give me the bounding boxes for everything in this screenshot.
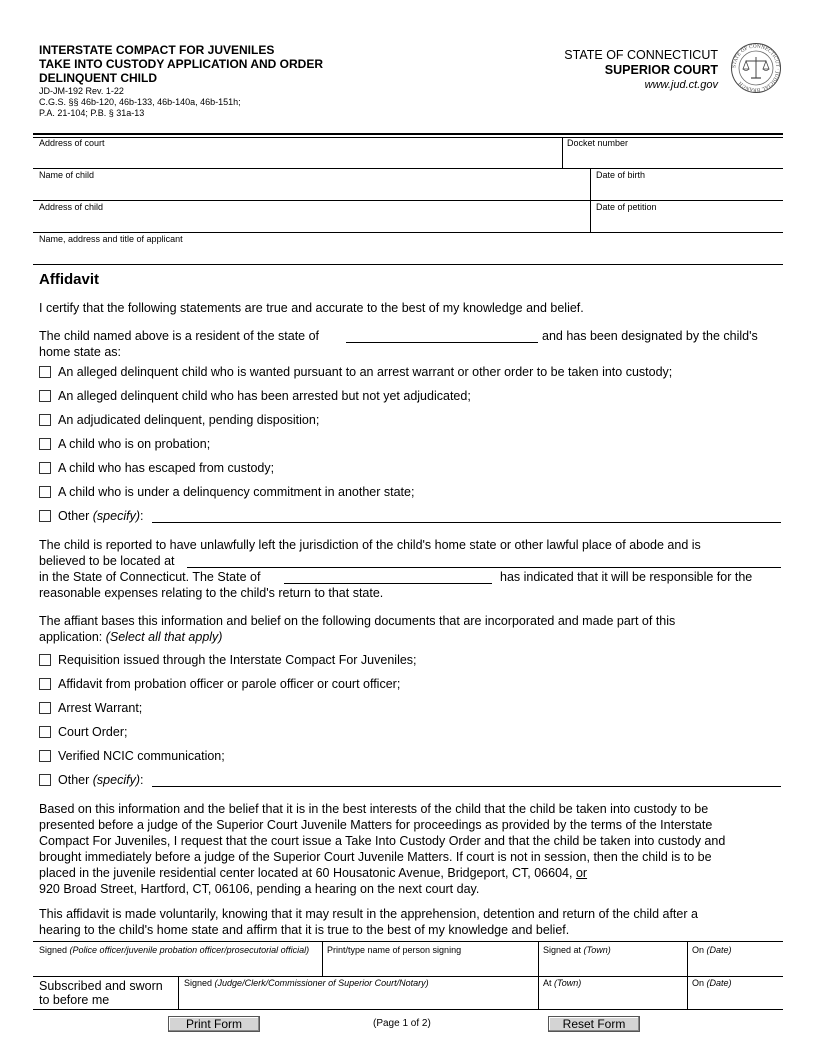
title-line-3: DELINQUENT CHILD — [39, 71, 157, 85]
designation-checkbox-1[interactable] — [39, 366, 51, 378]
designation-checkbox-4[interactable] — [39, 438, 51, 450]
statutes-line-1: C.G.S. §§ 46b-120, 46b-133, 46b-140a, 46b-151h; — [39, 97, 241, 107]
address-of-child-field[interactable] — [33, 201, 590, 232]
name-of-child-label: Name of child — [39, 170, 95, 180]
on-date-2-label: On (Date) — [692, 978, 732, 988]
signed-at-field[interactable] — [539, 942, 686, 976]
at-town-field[interactable] — [539, 977, 686, 1009]
address-of-court-label: Address of court — [39, 138, 105, 148]
designation-label-3: An adjudicated delinquent, pending disposition; — [58, 413, 320, 427]
document-label-3: Arrest Warrant; — [58, 701, 143, 715]
document-label-2: Affidavit from probation officer or parole officer or court officer; — [58, 677, 401, 691]
on-date-2-field[interactable] — [688, 977, 783, 1009]
designation-label-1: An alleged delinquent child who is wanted pursuant to an arrest warrant or other order to be taken into custody; — [58, 365, 673, 379]
location-input[interactable] — [187, 567, 781, 568]
basis-line-1: The affiant bases this information and belief on the following documents that are incorporated and made part of this — [39, 614, 676, 628]
designation-label-4: A child who is on probation; — [58, 437, 211, 451]
docket-number-label: Docket number — [567, 138, 629, 148]
signed-judge-field[interactable] — [179, 977, 537, 1009]
designation-label-6: A child who is under a delinquency commitment in another state; — [58, 485, 415, 499]
resident-text-post: and has been designated by the child's — [542, 329, 758, 343]
on-date-field[interactable] — [688, 942, 783, 976]
applicant-label: Name, address and title of applicant — [39, 234, 183, 244]
state-seal-icon — [730, 42, 782, 94]
request-line-1: Based on this information and the belief that it is in the best interests of the child that the child be taken into custody to be — [39, 802, 709, 816]
subscribed-label: Subscribed and sworn to before me — [39, 979, 163, 1007]
document-checkbox-4[interactable] — [39, 726, 51, 738]
designation-checkbox-6[interactable] — [39, 486, 51, 498]
designation-checkbox-5[interactable] — [39, 462, 51, 474]
reported-line-1: The child is reported to have unlawfully left the jurisdiction of the child's home state or other lawful place of abode and is — [39, 538, 701, 552]
document-label-1: Requisition issued through the Interstate Compact For Juveniles; — [58, 653, 417, 667]
date-of-petition-field[interactable] — [591, 201, 783, 232]
print-name-label: Print/type name of person signing — [327, 945, 462, 955]
document-other-checkbox[interactable] — [39, 774, 51, 786]
certify-text: I certify that the following statements are true and accurate to the best of my knowledge and belief. — [39, 301, 584, 315]
applicant-field[interactable] — [33, 233, 783, 264]
document-checkbox-1[interactable] — [39, 654, 51, 666]
document-label-4: Court Order; — [58, 725, 128, 739]
designation-checkbox-3[interactable] — [39, 414, 51, 426]
date-of-birth-field[interactable] — [591, 169, 783, 200]
reset-form-button[interactable]: Reset Form — [548, 1016, 640, 1032]
signed-officer-field[interactable] — [33, 942, 321, 976]
voluntary-paragraph — [39, 906, 698, 938]
document-checkbox-3[interactable] — [39, 702, 51, 714]
reported-line-3-post: has indicated that it will be responsible for the — [500, 570, 753, 584]
designation-checkbox-2[interactable] — [39, 390, 51, 402]
page-number: (Page 1 of 2) — [373, 1018, 431, 1029]
docket-number-field[interactable] — [563, 137, 783, 168]
reported-line-4: reasonable expenses relating to the child's return to that state. — [39, 586, 384, 600]
address-of-court-field[interactable] — [33, 137, 562, 168]
reported-line-3-pre: in the State of Connecticut. The State of — [39, 570, 261, 584]
document-other-label: Other (specify): — [58, 773, 144, 787]
print-form-button[interactable]: Print Form — [168, 1016, 260, 1032]
designation-label-5: A child who has escaped from custody; — [58, 461, 275, 475]
document-checkbox-2[interactable] — [39, 678, 51, 690]
request-line-3: Compact For Juveniles, I request that the court issue a Take Into Custody Order and that the child be taken into custody and — [39, 834, 726, 848]
responsible-state-input[interactable] — [284, 583, 492, 584]
designation-label-2: An alleged delinquent child who has been arrested but not yet adjudicated; — [58, 389, 471, 403]
voluntary-line-1: This affidavit is made voluntarily, knowing that it may result in the apprehension, detention and return of the child after a — [39, 907, 698, 921]
signed-officer-label: Signed (Police officer/juvenile probation officer/prosecutorial official) — [39, 945, 310, 955]
form-meta — [39, 86, 241, 119]
statutes-line-2: P.A. 21-104; P.B. § 31a-13 — [39, 108, 145, 118]
resident-text-pre: The child named above is a resident of the state of — [39, 329, 320, 343]
document-other-input[interactable] — [152, 786, 781, 787]
name-of-child-field[interactable] — [33, 169, 590, 200]
title-line-1: INTERSTATE COMPACT FOR JUVENILES — [39, 43, 275, 57]
request-line-6: 920 Broad Street, Hartford, CT, 06106, pending a hearing on the next court day. — [39, 882, 480, 896]
request-line-4: brought immediately before a judge of the Superior Court Juvenile Matters. If court is not in session, then the child is to be — [39, 850, 712, 864]
signed-judge-label: Signed (Judge/Clerk/Commissioner of Superior Court/Notary) — [184, 978, 429, 988]
document-checkbox-5[interactable] — [39, 750, 51, 762]
website: www.jud.ct.gov — [644, 79, 718, 91]
designation-other-checkbox[interactable] — [39, 510, 51, 522]
resident-text-line2: home state as: — [39, 345, 121, 359]
at-town-label: At (Town) — [543, 978, 582, 988]
request-line-5: placed in the juvenile residential center located at 60 Housatonic Avenue, Bridgeport, CT, 06604, or — [39, 866, 588, 880]
date-of-petition-label: Date of petition — [596, 202, 657, 212]
resident-state-input[interactable] — [346, 342, 538, 343]
request-line-2: presented before a judge of the Superior Court Juvenile Matters for proceedings as provided by the terms of the Interstate — [39, 818, 713, 832]
document-label-5: Verified NCIC communication; — [58, 749, 225, 763]
designation-other-label: Other (specify): — [58, 509, 144, 523]
designation-other-input[interactable] — [152, 522, 781, 523]
form-id: JD-JM-192 Rev. 1-22 — [39, 86, 124, 96]
date-of-birth-label: Date of birth — [596, 170, 646, 180]
voluntary-line-2: hearing to the child's home state and affirm that it is true to the best of my knowledge and belief. — [39, 923, 570, 937]
on-date-label: On (Date) — [692, 945, 732, 955]
print-name-field[interactable] — [323, 942, 537, 976]
request-paragraph — [39, 801, 725, 897]
state-name: STATE OF CONNECTICUT — [564, 48, 718, 62]
svg-text:STATE OF CONNECTICUT · JUDICIA: STATE OF CONNECTICUT · JUDICIAL BRANCH — [732, 44, 780, 92]
basis-line-2: application: (Select all that apply) — [39, 630, 223, 644]
affidavit-heading: Affidavit — [39, 271, 99, 288]
court-name: SUPERIOR COURT — [604, 63, 718, 77]
court-header — [564, 48, 718, 92]
form-title — [39, 43, 323, 85]
signed-at-label: Signed at (Town) — [543, 945, 611, 955]
address-of-child-label: Address of child — [39, 202, 104, 212]
reported-line-2: believed to be located at — [39, 554, 175, 568]
title-line-2: TAKE INTO CUSTODY APPLICATION AND ORDER — [39, 57, 324, 71]
